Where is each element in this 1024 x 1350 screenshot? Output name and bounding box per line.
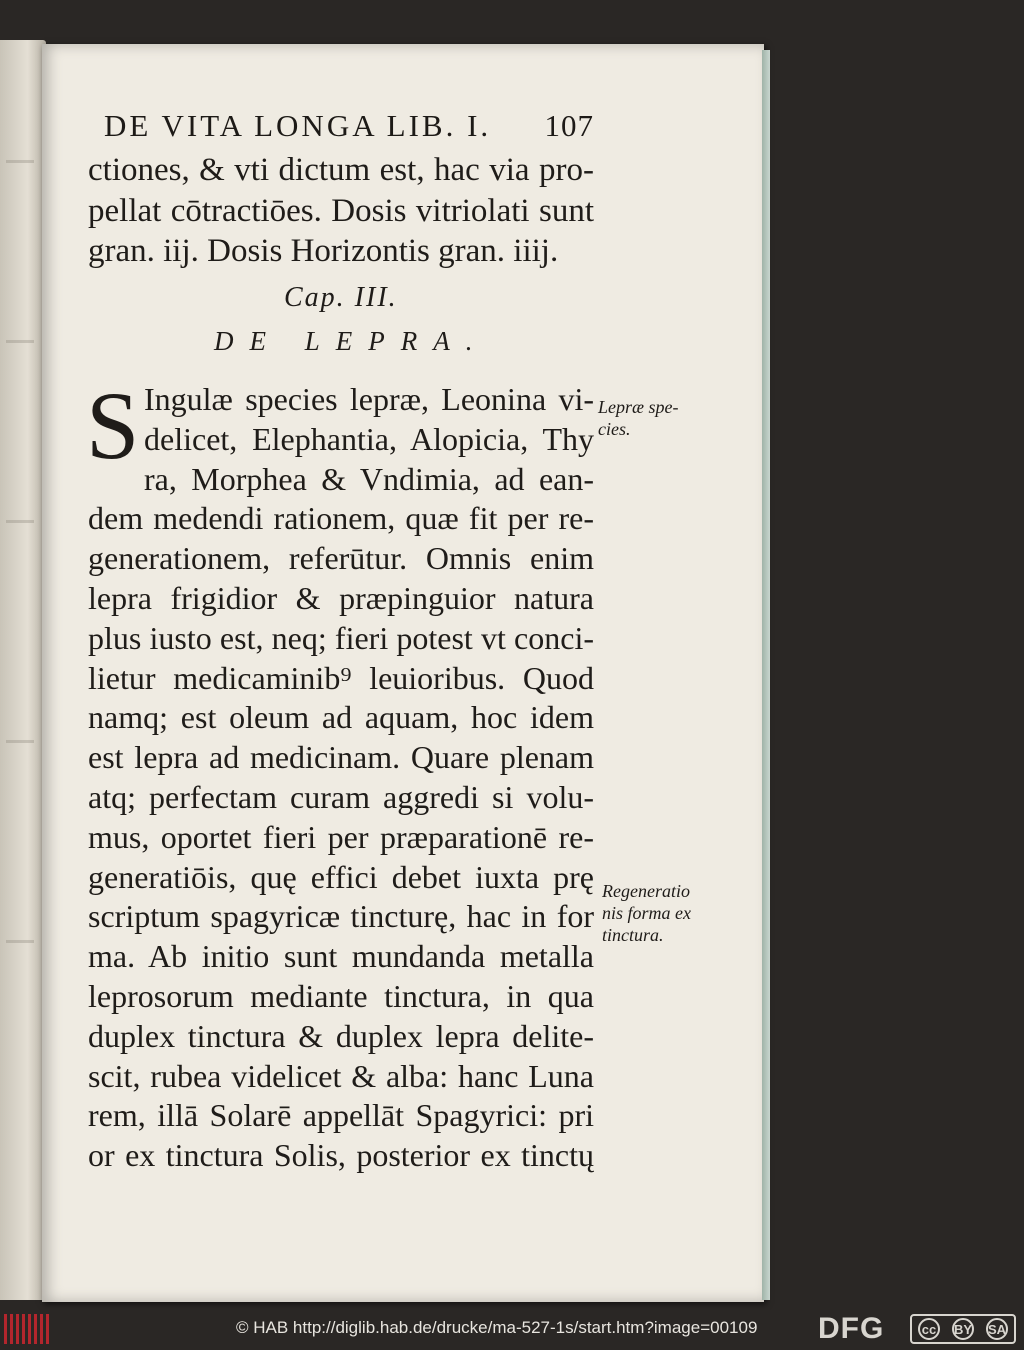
text-line: leprosorum mediante tinctura, in qua xyxy=(88,977,594,1014)
marginal-line: Lepræ spe- xyxy=(598,397,679,417)
text-line: duplex tinctura & duplex lepra delite- xyxy=(88,1017,594,1054)
text-line: scriptum spagyricæ tincturę, hac in for xyxy=(88,898,594,935)
chapter-body xyxy=(86,372,594,1176)
marginal-note-regeneratio xyxy=(602,880,691,946)
text-line: namq; est oleum ad aquam, hoc idem xyxy=(88,699,594,736)
text-line: generationem, referūtur. Omnis enim xyxy=(88,540,594,577)
marginal-note-lepra-species xyxy=(598,396,679,440)
text-line: ctiones, & vti dictum est, hac via pro- xyxy=(88,152,594,188)
text-line: delicet, Elephantia, Alopicia, Thy xyxy=(144,420,594,457)
copyright-link[interactable]: © HAB http://diglib.hab.de/drucke/ma-527-1s/start.htm?image=00109 xyxy=(236,1318,758,1337)
marginal-line: tinctura. xyxy=(602,925,664,945)
drop-cap-initial: S xyxy=(86,372,140,479)
dfg-logo[interactable]: DFG xyxy=(818,1312,885,1345)
text-line: ra, Morphea & Vndimia, ad ean- xyxy=(144,460,594,497)
text-line: generatiōis, quę effici debet iuxta prę xyxy=(88,858,594,895)
by-icon: BY xyxy=(952,1318,974,1340)
text-line: plus iusto est, neq; fieri potest vt conci- xyxy=(88,619,594,656)
running-header xyxy=(104,108,594,144)
text-line: or ex tinctura Solis, posterior ex tinctų xyxy=(88,1137,594,1174)
text-line: rem, illā Solarē appellāt Spagyrici: pri xyxy=(88,1097,594,1134)
text-line: Ingulæ species lepræ, Leonina vi- xyxy=(144,381,594,417)
folio-number: 107 xyxy=(544,108,594,143)
adjacent-page-edge xyxy=(0,40,46,1300)
text-line: ma. Ab initio sunt mundanda metalla xyxy=(88,938,594,975)
text-line: dem medendi rationem, quæ fit per re- xyxy=(88,500,594,537)
chapter-heading: Cap. III. xyxy=(284,282,398,313)
cc-license-badge[interactable] xyxy=(910,1314,1016,1344)
text-line: lepra frigidior & præpinguior natura xyxy=(88,579,594,616)
marginal-line: cies. xyxy=(598,419,631,439)
text-line: gran. iij. Dosis Horizontis gran. iiij. xyxy=(88,233,559,270)
text-line: est lepra ad medicinam. Quare plenam xyxy=(88,739,594,776)
sa-icon: SA xyxy=(986,1318,1008,1340)
text-line: atq; perfectam curam aggredi si volu- xyxy=(88,778,594,815)
hab-logo-icon[interactable] xyxy=(4,1314,50,1344)
text-line: scit, rubea videlicet & alba: hanc Luna xyxy=(88,1057,594,1094)
cc-icon: cc xyxy=(918,1318,940,1340)
continued-text xyxy=(88,150,594,272)
section-title: DE LEPRA. xyxy=(214,326,489,356)
text-line: lietur medicaminib⁹ leuioribus. Quod xyxy=(88,659,594,696)
page-fore-edge xyxy=(762,50,770,1300)
marginal-line: Regeneratio xyxy=(602,881,690,901)
running-title: DE VITA LONGA LIB. I. xyxy=(104,108,492,143)
viewer-footer xyxy=(0,1310,1024,1350)
marginal-line: nis forma ex xyxy=(602,903,691,923)
text-line: pellat cōtractiōes. Dosis vitriolati sunt xyxy=(88,192,594,229)
text-line: mus, oportet fieri per præparationē re- xyxy=(88,818,594,855)
